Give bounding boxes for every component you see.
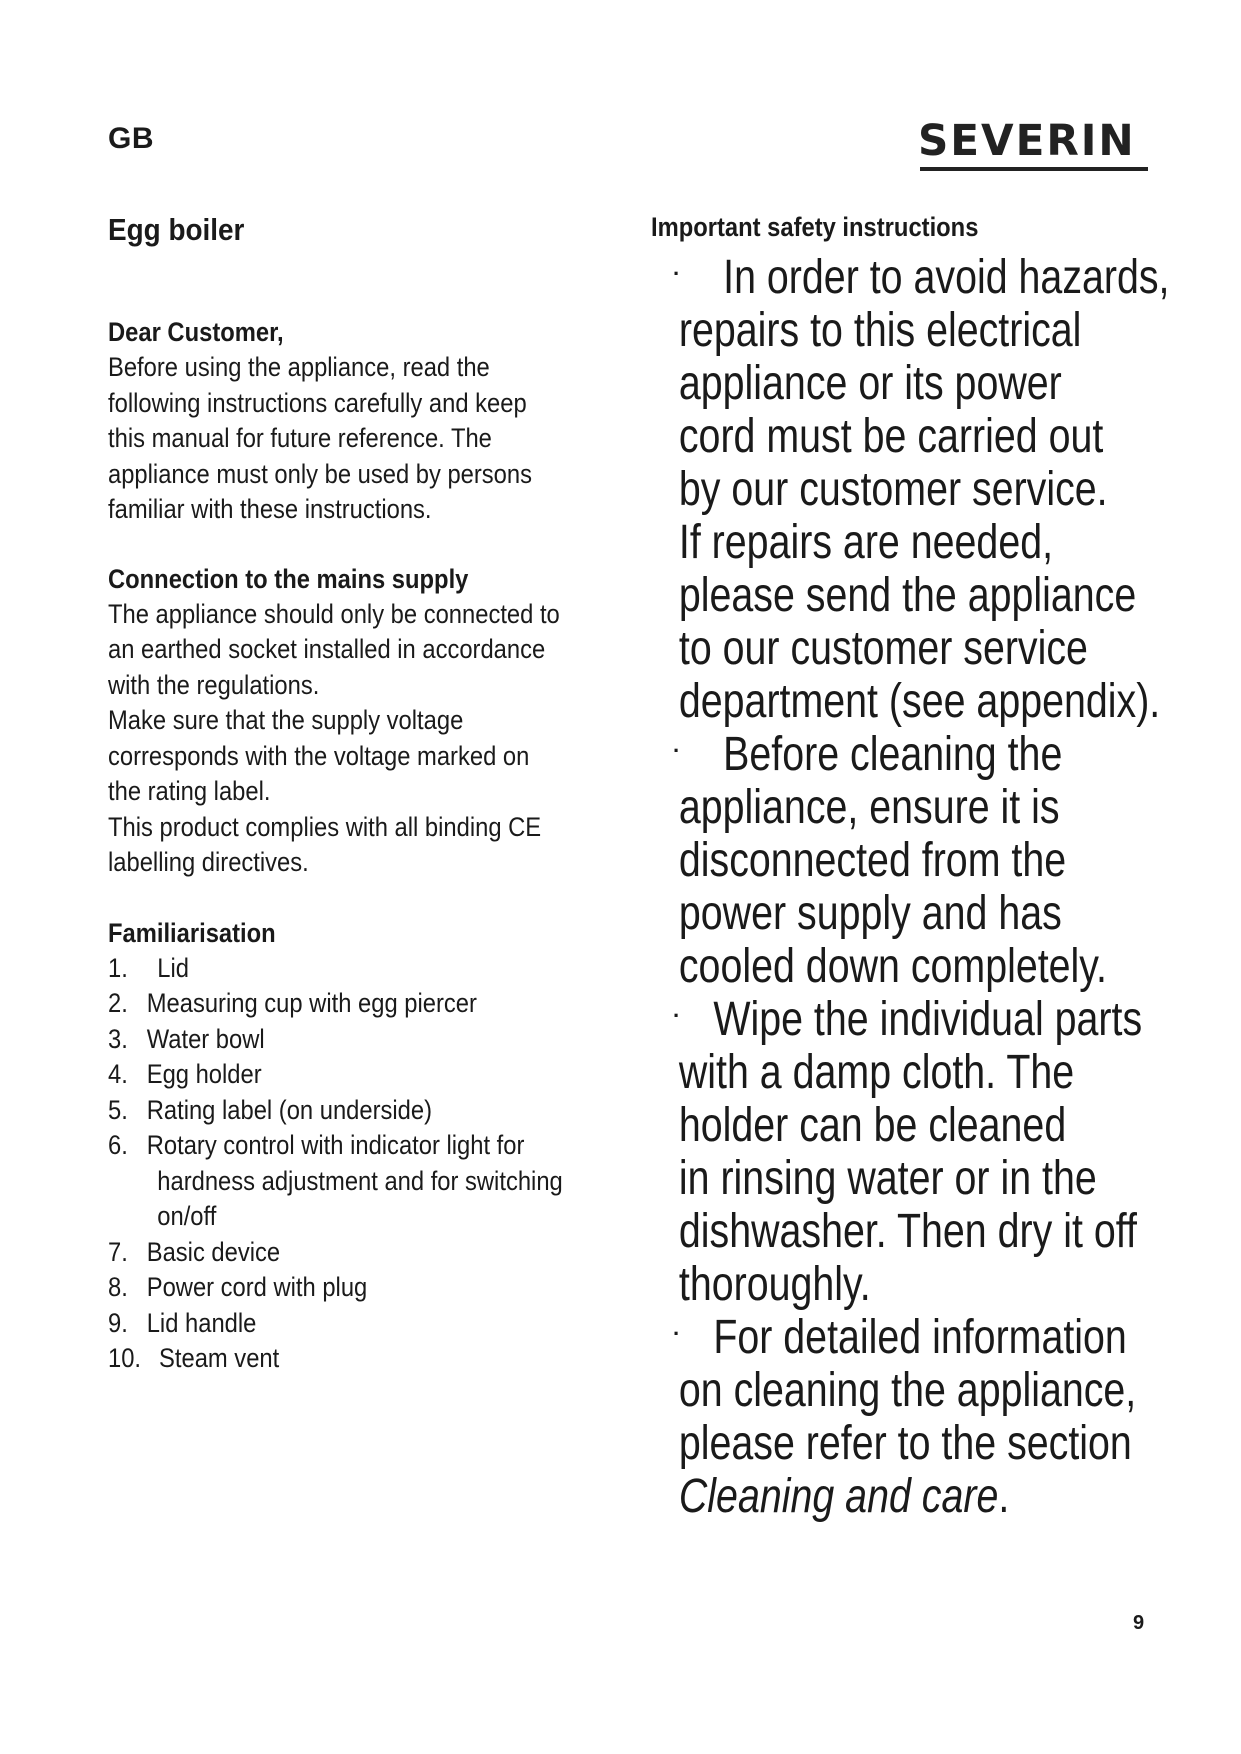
list-item-text: Egg holder [146,1059,262,1089]
safety-line: by our customer service. [678,463,1108,516]
safety-line: department (see appendix). [678,675,1161,728]
safety-line: repairs to this electrical [678,304,1082,357]
list-item [108,1235,566,1271]
section-reference: Cleaning and care [678,1470,999,1523]
list-item [108,1128,566,1164]
language-code: GB [108,122,154,155]
safety-line: thoroughly. [678,1258,871,1311]
list-item-number: 8. [108,1272,128,1302]
dear-customer-line: Before using the appliance, read the [108,352,490,382]
safety-heading: Important safety instructions [651,212,979,242]
list-item-continuation: on/off [157,1201,217,1231]
list-item [108,951,566,987]
safety-item-repairs [651,251,1211,728]
list-item [108,1306,566,1342]
bullet-icon: · [673,261,681,286]
list-item-text: Water bowl [146,1023,265,1054]
safety-line: Wipe the individual parts [713,993,1143,1046]
parts-list [108,951,628,1377]
mains-supply-line: The appliance should only be connected to [108,598,560,629]
safety-line: with a damp cloth. The [678,1046,1075,1099]
safety-item-disconnect [651,728,1211,993]
bullet-icon: · [673,1003,681,1028]
safety-line: cooled down completely. [678,940,1107,993]
dear-customer-line: appliance must only be used by persons [108,458,532,489]
dear-customer-line: familiar with these instructions. [108,494,432,524]
dear-customer-line: this manual for future reference. The [108,423,492,453]
bullet-icon: · [673,738,681,763]
safety-line: If repairs are needed, [678,516,1054,569]
list-item-number: 1. [108,952,128,983]
safety-item-cleaning-info [651,1311,1211,1523]
list-item-continuation: hardness adjustment and for switching [157,1165,563,1196]
left-column [108,210,628,1377]
list-item-number: 7. [108,1236,128,1267]
list-item-text: Rotary control with indicator light for [146,1130,525,1160]
list-item [108,986,566,1022]
safety-line-cross-reference [651,1470,1110,1523]
safety-line: power supply and has [678,887,1062,940]
list-item [108,1022,566,1058]
safety-line: appliance, ensure it is [678,781,1060,834]
safety-line: please send the appliance [678,569,1137,622]
list-item-text: Lid handle [146,1307,257,1338]
mains-supply-line: corresponds with the voltage marked on [108,740,530,771]
mains-supply-line: labelling directives. [108,847,309,877]
safety-line: in rinsing water or in the [678,1152,1097,1205]
safety-line: In order to avoid hazards, [723,251,1170,304]
list-item-text: Power cord with plug [146,1272,368,1302]
list-item-number: 4. [108,1059,128,1089]
familiarisation-section [108,916,628,1377]
safety-line: For detailed information [713,1311,1127,1364]
document-title: Egg boiler [108,212,245,247]
list-item [108,1093,566,1129]
mains-supply-line: an earthed socket installed in accordance [108,634,546,664]
brand-logo-text: SEVERIN [918,116,1136,166]
safety-line: please refer to the section [678,1417,1132,1470]
page-number: 9 [1133,1612,1145,1634]
list-item-text: Basic device [146,1236,281,1267]
list-item-text: Lid [157,952,189,983]
safety-line: disconnected from the [678,834,1067,887]
dear-customer-line: following instructions carefully and keep [108,387,527,418]
mains-supply-heading: Connection to the mains supply [108,563,469,594]
sentence-end: . [998,1470,1010,1523]
safety-line: dishwasher. Then dry it off [678,1205,1137,1258]
safety-line: to our customer service [678,622,1088,675]
list-item [108,1057,566,1093]
list-item-number: 10. [108,1343,142,1373]
list-item-number: 2. [108,988,128,1018]
list-item [108,1341,566,1377]
mains-supply-line: with the regulations. [108,669,320,700]
bullet-icon: · [673,1321,681,1346]
safety-item-wipe [651,993,1211,1311]
brand-logo [918,118,1150,174]
safety-line: holder can be cleaned [678,1099,1067,1152]
mains-supply-line: the rating label. [108,776,271,806]
list-item-text: Steam vent [159,1343,280,1373]
list-item [108,1270,566,1306]
list-item-number: 9. [108,1307,128,1338]
dear-customer-section [108,315,628,528]
safety-line: on cleaning the appliance, [678,1364,1137,1417]
mains-supply-line: Make sure that the supply voltage [108,705,464,735]
familiarisation-heading: Familiarisation [108,917,276,948]
list-item-number: 5. [108,1094,128,1125]
mains-supply-line: This product complies with all binding CE [108,811,542,842]
safety-line: Before cleaning the [723,728,1063,781]
list-item-text: Rating label (on underside) [146,1094,433,1125]
dear-customer-heading: Dear Customer, [108,317,284,347]
right-column [651,210,1211,1523]
list-item-text: Measuring cup with egg piercer [146,988,477,1018]
list-item-number: 3. [108,1023,128,1054]
brand-logo-underline [920,167,1148,171]
safety-line: cord must be carried out [678,410,1104,463]
mains-supply-section [108,562,628,881]
safety-line: appliance or its power [678,357,1062,410]
list-item-number: 6. [108,1130,128,1160]
